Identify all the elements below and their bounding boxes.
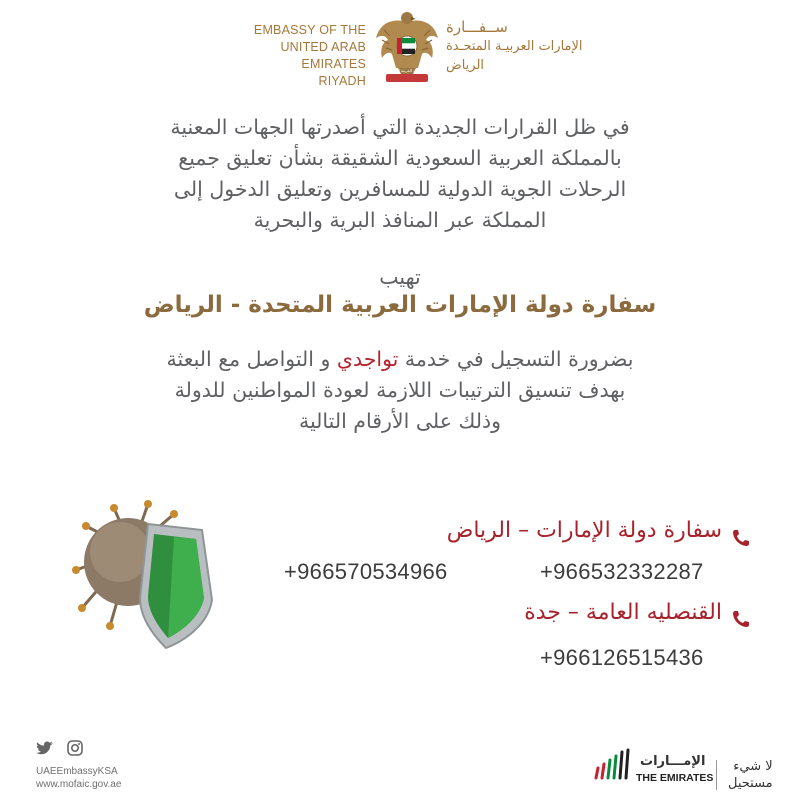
jeddah-office-label: القنصليه العامة – جدة xyxy=(524,600,722,625)
instruction-line-2: بهدف تنسيق الترتيبات اللازمة لعودة المواطنين للدولة xyxy=(174,378,626,402)
intro-line-2: بالمملكة العربية السعودية الشقيقة بشأن تعليق جميع xyxy=(178,146,622,170)
instruction-line-3: وذلك على الأرقام التالية xyxy=(298,409,502,433)
emblem-falcon-icon xyxy=(374,8,440,86)
header-ar-line-1: ســفـــارة xyxy=(446,18,508,36)
brand-name-english: THE EMIRATES xyxy=(636,772,714,784)
header-en-line-1: EMBASSY OF THE xyxy=(253,23,366,37)
website-link[interactable]: www.mofaic.gov.ae xyxy=(36,779,122,790)
virus-shield-illustration xyxy=(62,490,222,650)
riyadh-office-label: سفارة دولة الإمارات – الرياض xyxy=(446,518,722,543)
phone-icon xyxy=(731,528,751,548)
brand-name-arabic: الإمـــارات xyxy=(640,754,706,769)
header-en-line-3: RIYADH xyxy=(318,74,366,88)
header-ar-line-3: الرياض xyxy=(446,58,485,73)
instagram-icon[interactable] xyxy=(67,740,83,756)
intro-line-1: في ظل القرارات الجديدة التي أصدرتها الجهات المعنية xyxy=(170,115,630,139)
footer-divider xyxy=(716,760,717,790)
intro-line-4: المملكة عبر المنافذ البرية والبحرية xyxy=(253,208,547,232)
emirates-brand-mark-icon xyxy=(592,748,632,780)
embassy-name-arabic xyxy=(446,18,596,75)
jeddah-phone[interactable]: +966126515436 xyxy=(540,645,704,670)
riyadh-phone-1[interactable]: +966532332287 xyxy=(540,559,704,584)
footer-contact xyxy=(36,765,121,791)
instruction-paragraph xyxy=(90,344,710,437)
embassy-name-english xyxy=(218,22,366,90)
social-icons xyxy=(36,740,83,760)
urges-text: تهيب xyxy=(379,265,421,289)
brand-tagline xyxy=(728,758,773,792)
tagline-line-2: مستحيل xyxy=(728,776,773,791)
instruction-line-1-end: و التواصل مع البعثة xyxy=(166,347,337,371)
social-handle[interactable]: UAEEmbassyKSA xyxy=(36,766,118,777)
instruction-line-1-start: بضرورة التسجيل في خدمة xyxy=(398,347,634,371)
header-ar-line-2: الإمارات العربيـة المتحـدة xyxy=(446,39,583,54)
instruction-line-1 xyxy=(90,344,710,375)
embassy-title: سفارة دولة الإمارات العربية المتحدة - الرياض xyxy=(143,292,657,318)
tawajudi-service-name: تواجدي xyxy=(336,347,399,371)
emblem-scroll-text: الإمارات العربية المتحدة xyxy=(387,68,427,73)
header-en-line-2: UNITED ARAB EMIRATES xyxy=(280,40,366,71)
intro-paragraph xyxy=(90,112,710,236)
tagline-line-1: لا شيء xyxy=(733,759,773,774)
phone-icon xyxy=(731,609,751,629)
riyadh-phone-2[interactable]: +966570534966 xyxy=(284,559,448,584)
shield-icon xyxy=(140,524,212,648)
twitter-icon[interactable] xyxy=(36,740,54,756)
intro-line-3: الرحلات الجوية الدولية للمسافرين وتعليق الدخول إلى xyxy=(173,177,627,201)
